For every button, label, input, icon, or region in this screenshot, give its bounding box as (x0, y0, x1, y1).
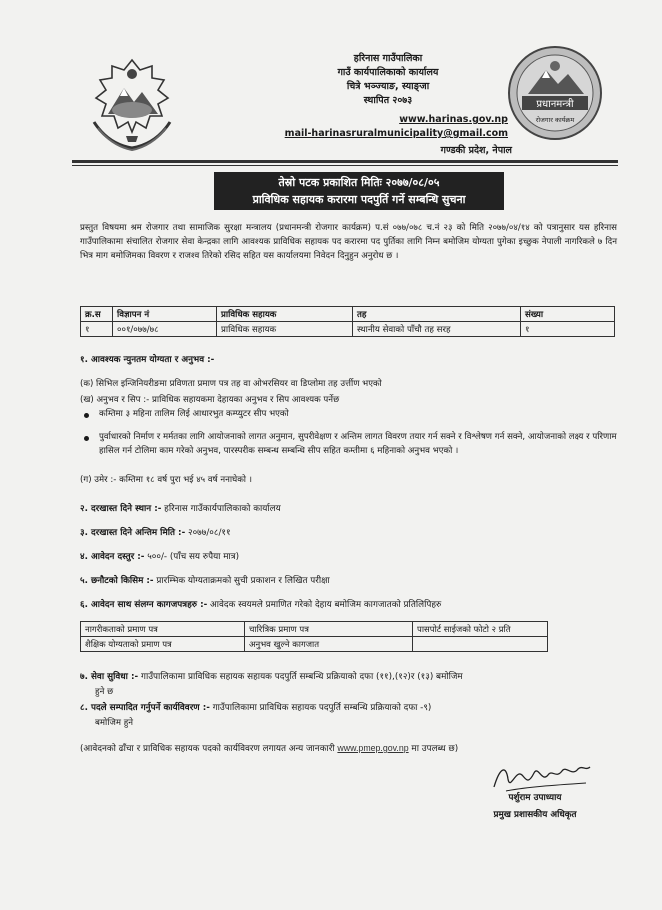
table-row (81, 322, 615, 337)
post-table-header (81, 307, 615, 322)
cell-count: १ (521, 322, 615, 337)
section-6 (80, 598, 620, 612)
col-level: तह (353, 307, 521, 322)
section-6-label: ६. आवेदन साथ संलग्न कागजपत्रहरु :- (80, 600, 208, 610)
nepal-emblem-icon (78, 52, 186, 156)
note-after: मा उपलब्ध छ) (408, 744, 459, 754)
section-1-title: १. आवश्यक न्युनतम योग्यता र अनुभव :- (80, 355, 215, 365)
section-5-value: प्रारम्भिक योग्यताक्रमको सुची प्रकाशन र लिखित परीक्षा (153, 576, 330, 586)
skill-bullet-1: कम्तिमा ३ महिना तालिम लिई आधारभुत कम्प्युटर सीप भएको (99, 409, 289, 419)
pm-employment-program-logo (506, 44, 604, 142)
qualification-b: (ख) अनुभव र सिप :- प्राविधिक सहायकमा देहायका अनुभव र सिप आवश्यक पर्नेछ (80, 395, 340, 405)
section-4 (80, 550, 620, 564)
section-7-label: ७. सेवा सुविधा :- (80, 672, 139, 682)
municipality-name: हरिनास गाउँपालिका (353, 53, 423, 64)
cell-ad-no: ००१/०७७/७८ (113, 322, 217, 337)
qualification-a: (क) सिभिल इन्जिनियरीङमा प्रविणता प्रमाण पत्र तह वा ओभरसियर वा डिप्लोमा तह उर्त्तीण भएको (80, 379, 382, 389)
section-4-label: ४. आवेदन दस्तुर :- (80, 552, 145, 562)
section-2-label: २. दरखास्त दिने स्थान :- (80, 504, 162, 514)
pmep-link[interactable]: www.pmep.gov.np (337, 743, 409, 753)
table-row (81, 622, 548, 637)
contact-block (268, 113, 508, 141)
header-divider (72, 160, 618, 163)
bullet-icon (84, 436, 89, 441)
info-note (80, 742, 458, 754)
doc-cell: नागरीकताको प्रमाण पत्र (81, 622, 245, 637)
header-divider-thin (72, 165, 618, 166)
section-7 (80, 670, 620, 684)
table-row (81, 637, 548, 652)
documents-table (80, 621, 548, 652)
section-4-value: ५००/- (पाँच सय रुपैया मात्र) (144, 552, 240, 562)
cell-level: स्थानीय सेवाको पाँचौ तह सरह (353, 322, 521, 337)
office-address: चित्रे भञ्ज्याङ, स्याङ्जा (346, 81, 430, 92)
office-name: गाउँ कार्यपालिकाको कार्यालय (337, 67, 439, 78)
cell-position: प्राविधिक सहायक (217, 322, 353, 337)
post-table (80, 306, 615, 337)
notice-banner (214, 172, 504, 210)
section-5-label: ५. छनौटको किसिम :- (80, 576, 154, 586)
established-year: स्थापित २०७३ (363, 95, 413, 106)
section-8 (80, 701, 620, 715)
section-3 (80, 526, 620, 540)
email-link[interactable]: mail-harinasruralmunicipality@gmail.com (284, 128, 508, 139)
section-3-value: २०७७/०८/११ (185, 528, 231, 538)
section-2 (80, 502, 620, 516)
logo-subtext: रोजगार कार्यक्रम (535, 116, 575, 124)
col-position: प्राविधिक सहायक (217, 307, 353, 322)
section-6-value: आवेदक स्वयमले प्रमाणित गरेको देहाय बमोजिम कागजातको प्रतिलिपिहरु (207, 600, 442, 610)
section-7-cont: हुने छ (95, 687, 114, 697)
skill-bullet-2: पुर्वाधारको निर्माण र मर्मतका लागि आयोजनाको लागत अनुमान, सुपरीवेक्षण र अन्तिम लागत विवरण तयार गर्न सक्ने र विश्लेषण गर्न सक्ने, आयोजनाको लक्ष्य र परिणाम हासिल गर्न टोलिमा काम गरेको अनुभव, पारस्परीक सम्बन्ध सम्बन्धि सीप सहित कम्तीमा ६ महिनाको अनुभव भएको । (99, 432, 617, 456)
signatory-block (460, 790, 610, 824)
section-3-label: ३. दरखास्त दिने अन्तिम मिति :- (80, 528, 186, 538)
section-8-label: ८. पदले सम्पादित गर्नुपर्ने कार्यविवरण :- (80, 703, 210, 713)
intro-paragraph: प्रस्तुत विषयमा श्रम रोजगार तथा सामाजिक सुरक्षा मन्त्रालय (प्रधानमन्त्री रोजगार कार्यक्रम) प.सं ०७७/०७८ च.नं २३ को मिति २०७७/०४/१४ को पत्रानुसार यस हरिनास गाउँपालिकामा संचालित रोजगार सेवा केन्द्रका लागि आवश्यक प्राविधिक सहायक पद करारमा पद पुर्तिका लागि निम्न बमोजिम योग्यता पुगेका इच्छुक नेपाली नागरिकले ७ दिन भित्र माग बमोजिमका विवरण र राजश्व तिरेको रसिद सहित यस कार्यालयमा निवेदन दिनुहुन अनुरोध छ । (80, 223, 617, 261)
notice-title: प्राविधिक सहायक करारमा पदपुर्ति गर्ने सम्बन्धि सुचना (252, 193, 466, 206)
note-before: (आवेदनको ढाँचा र प्राविधिक सहायक पदको कार्यविवरण लगायत अन्य जानकारी (80, 744, 338, 754)
logo-text: प्रधानमन्त्री (536, 99, 574, 110)
doc-cell: चारित्रिक प्रमाण पत्र (245, 622, 413, 637)
section-8-value: गाउँपालिकामा प्राविधिक सहायक पदपुर्ति सम्बन्धि प्रक्रियाको दफा -९) (209, 703, 432, 713)
publication-date: तेस्रो पटक प्रकाशित मितिः २०७७/०८/०५ (278, 176, 440, 189)
signatory-title: प्रमुख प्रशासकीय अधिकृत (493, 810, 577, 820)
signatory-name: पर्शुराम उपाध्याय (508, 793, 562, 803)
section-8-cont: बमोजिम हुने (95, 718, 134, 728)
doc-cell: पासपोर्ट साईजको फोटो २ प्रति (413, 622, 548, 637)
province-name: गण्डकी प्रदेश, नेपाल (440, 145, 512, 156)
doc-cell: शैक्षिक योग्यताको प्रमाण पत्र (81, 637, 245, 652)
col-count: संख्या (521, 307, 615, 322)
doc-cell: अनुभव खुल्ने कागजात (245, 637, 413, 652)
section-2-value: हरिनास गाउँकार्यपालिकाको कार्यालय (161, 504, 281, 514)
office-header (268, 52, 508, 108)
section-7-value: गाउँपालिकामा प्राविधिक सहायक सहायक पदपुर्ति सम्बन्धि प्रक्रियाको दफा (११),(१२)र (१३) बमोजिम (138, 672, 463, 682)
section-5 (80, 574, 620, 588)
qualification-c: (ग) उमेर :- कम्तिमा १८ वर्ष पुरा भई ४५ वर्ष ननाघेको । (80, 475, 253, 485)
col-ad-no: विज्ञापन नं (113, 307, 217, 322)
doc-cell (413, 637, 548, 652)
col-sn: क्र.स (81, 307, 113, 322)
website-link[interactable]: www.harinas.gov.np (399, 114, 508, 125)
cell-sn: १ (81, 322, 113, 337)
bullet-icon (84, 413, 89, 418)
